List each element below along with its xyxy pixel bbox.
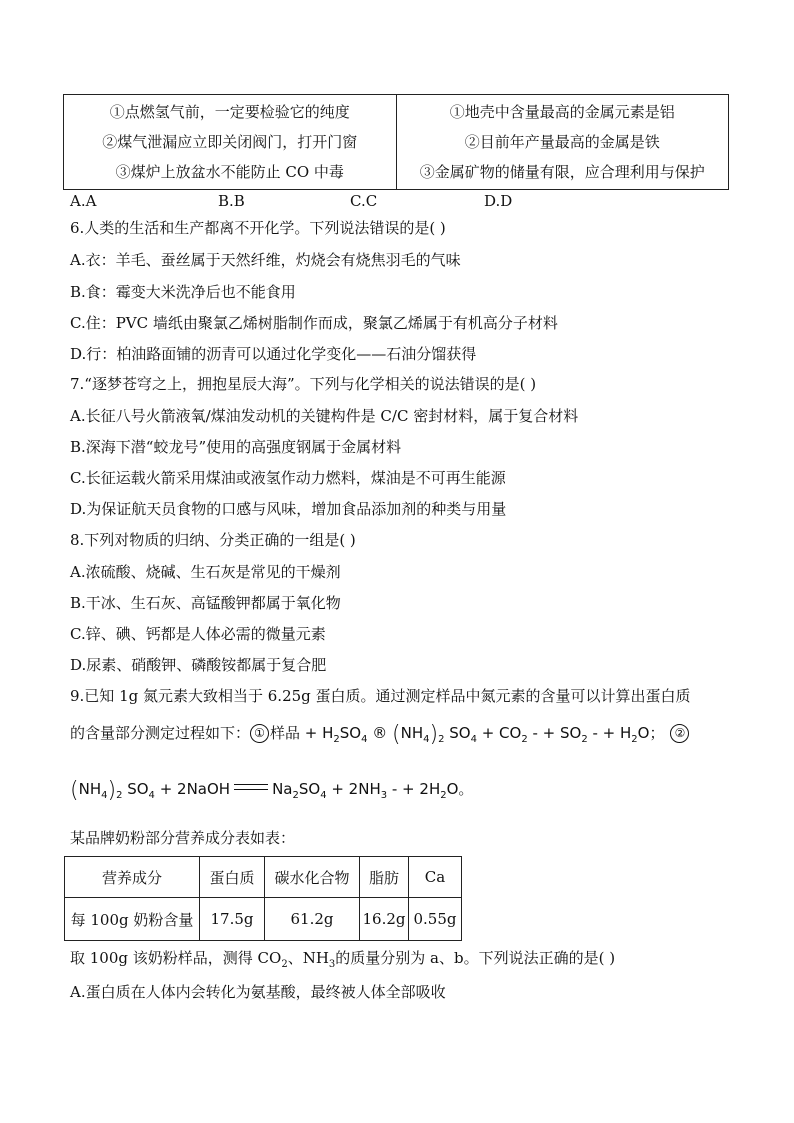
q5-option-b: B.B — [218, 192, 245, 210]
q9-stem-line2: 的含量部分测定过程如下： — [70, 724, 251, 742]
q9-option-a: A.蛋白质在人体内会转化为氨基酸，最终被人体全部吸收 — [70, 983, 446, 1001]
q8-option-c: C.锌、碘、钙都是人体必需的微量元素 — [70, 625, 326, 643]
table-header-cell: 脂肪 — [360, 857, 409, 898]
q5-option-a: A.A — [70, 192, 97, 210]
q6-option-a: A.衣：羊毛、蚕丝属于天然纤维，灼烧会有烧焦羽毛的气味 — [70, 251, 461, 269]
q7-option-a: A.长征八号火箭液氧/煤油发动机的关键构件是 C/C 密封材料，属于复合材料 — [70, 407, 579, 425]
metals-item-3: ③金属矿物的储量有限，应合理利用与保护 — [419, 163, 705, 181]
metals-item-2: ②目前年产量最高的金属是铁 — [464, 133, 660, 151]
q9-table-intro: 某品牌奶粉部分营养成分表如表： — [70, 829, 296, 847]
safety-item-2: ②煤气泄漏应立即关闭阀门，打开门窗 — [102, 133, 358, 151]
nutrition-table — [64, 856, 462, 941]
q9-equation-1: 的含量部分测定过程如下： ① 样品 + $H_2SO_4$ ® $(NH_4)_2$ $SO_4 + CO_2$ - + $SO_2$ - + $H_2O$； ② — [70, 718, 690, 755]
table-cell: 每 100g 奶粉含量 — [65, 898, 200, 941]
q9-stem-line1: 9.已知 1g 氮元素大致相当于 6.25g 蛋白质。通过测定样品中氮元素的含量可以计算出蛋白质 — [70, 687, 691, 705]
reaction-equals-sign — [234, 784, 268, 790]
table-cell: 16.2g — [360, 898, 409, 941]
q8-option-a: A.浓硫酸、烧碱、生石灰是常见的干燥剂 — [70, 563, 341, 581]
q5-option-d: D.D — [484, 192, 513, 210]
q5-option-c: C.C — [350, 192, 378, 210]
table-header-cell: 碳水化合物 — [265, 857, 360, 898]
table-header-cell: Ca — [409, 857, 462, 898]
table-header-cell: 蛋白质 — [200, 857, 265, 898]
q7-option-d: D.为保证航天员食物的口感与风味，增加食品添加剂的种类与用量 — [70, 500, 507, 518]
q7-stem: 7.“逐梦苍穹之上，拥抱星辰大海”。下列与化学相关的说法错误的是( ) — [70, 375, 537, 393]
q9-equation-2: $(NH_4)_2$ $SO_4$ + 2NaOH $Na_2SO_4 + 2NH_3$ - + $2H_2O$。 — [70, 778, 474, 803]
q6-stem: 6.人类的生活和生产都离不开化学。下列说法错误的是( ) — [70, 219, 446, 237]
table-header-cell: 营养成分 — [65, 857, 200, 898]
safety-metals-table — [63, 94, 729, 190]
safety-column — [64, 95, 397, 189]
q7-option-b: B.深海下潜“蛟龙号”使用的高强度钢属于金属材料 — [70, 438, 402, 456]
q6-option-c: C.住：PVC 墙纸由聚氯乙烯树脂制作而成，聚氯乙烯属于有机高分子材料 — [70, 314, 558, 332]
table-cell: 0.55g — [409, 898, 462, 941]
q8-option-b: B.干冰、生石灰、高锰酸钾都属于氧化物 — [70, 594, 341, 612]
q8-option-d: D.尿素、硝酸钾、磷酸铵都属于复合肥 — [70, 656, 327, 674]
table-header-row — [65, 857, 462, 898]
q6-option-b: B.食：霉变大米洗净后也不能食用 — [70, 283, 296, 301]
q9-question: 取 100g 该奶粉样品，测得 $CO_2$、$NH_3$的质量分别为 a、b。下列说法正确的是( ) — [70, 949, 616, 970]
q6-option-d: D.行：柏油路面铺的沥青可以通过化学变化——石油分馏获得 — [70, 345, 477, 363]
table-cell: 17.5g — [200, 898, 265, 941]
circled-number-2: ② — [670, 724, 689, 743]
metals-column — [397, 95, 729, 189]
table-row — [65, 898, 462, 941]
safety-item-1: ①点燃氢气前，一定要检验它的纯度 — [109, 103, 350, 121]
q8-stem: 8.下列对物质的归纳、分类正确的一组是( ) — [70, 531, 356, 549]
safety-item-3: ③煤炉上放盆水不能防止 CO 中毒 — [115, 163, 344, 181]
q7-option-c: C.长征运载火箭采用煤油或液氢作动力燃料，煤油是不可再生能源 — [70, 469, 506, 487]
circled-number-1: ① — [250, 724, 269, 743]
metals-item-1: ①地壳中含量最高的金属元素是铝 — [449, 103, 675, 121]
table-cell: 61.2g — [265, 898, 360, 941]
